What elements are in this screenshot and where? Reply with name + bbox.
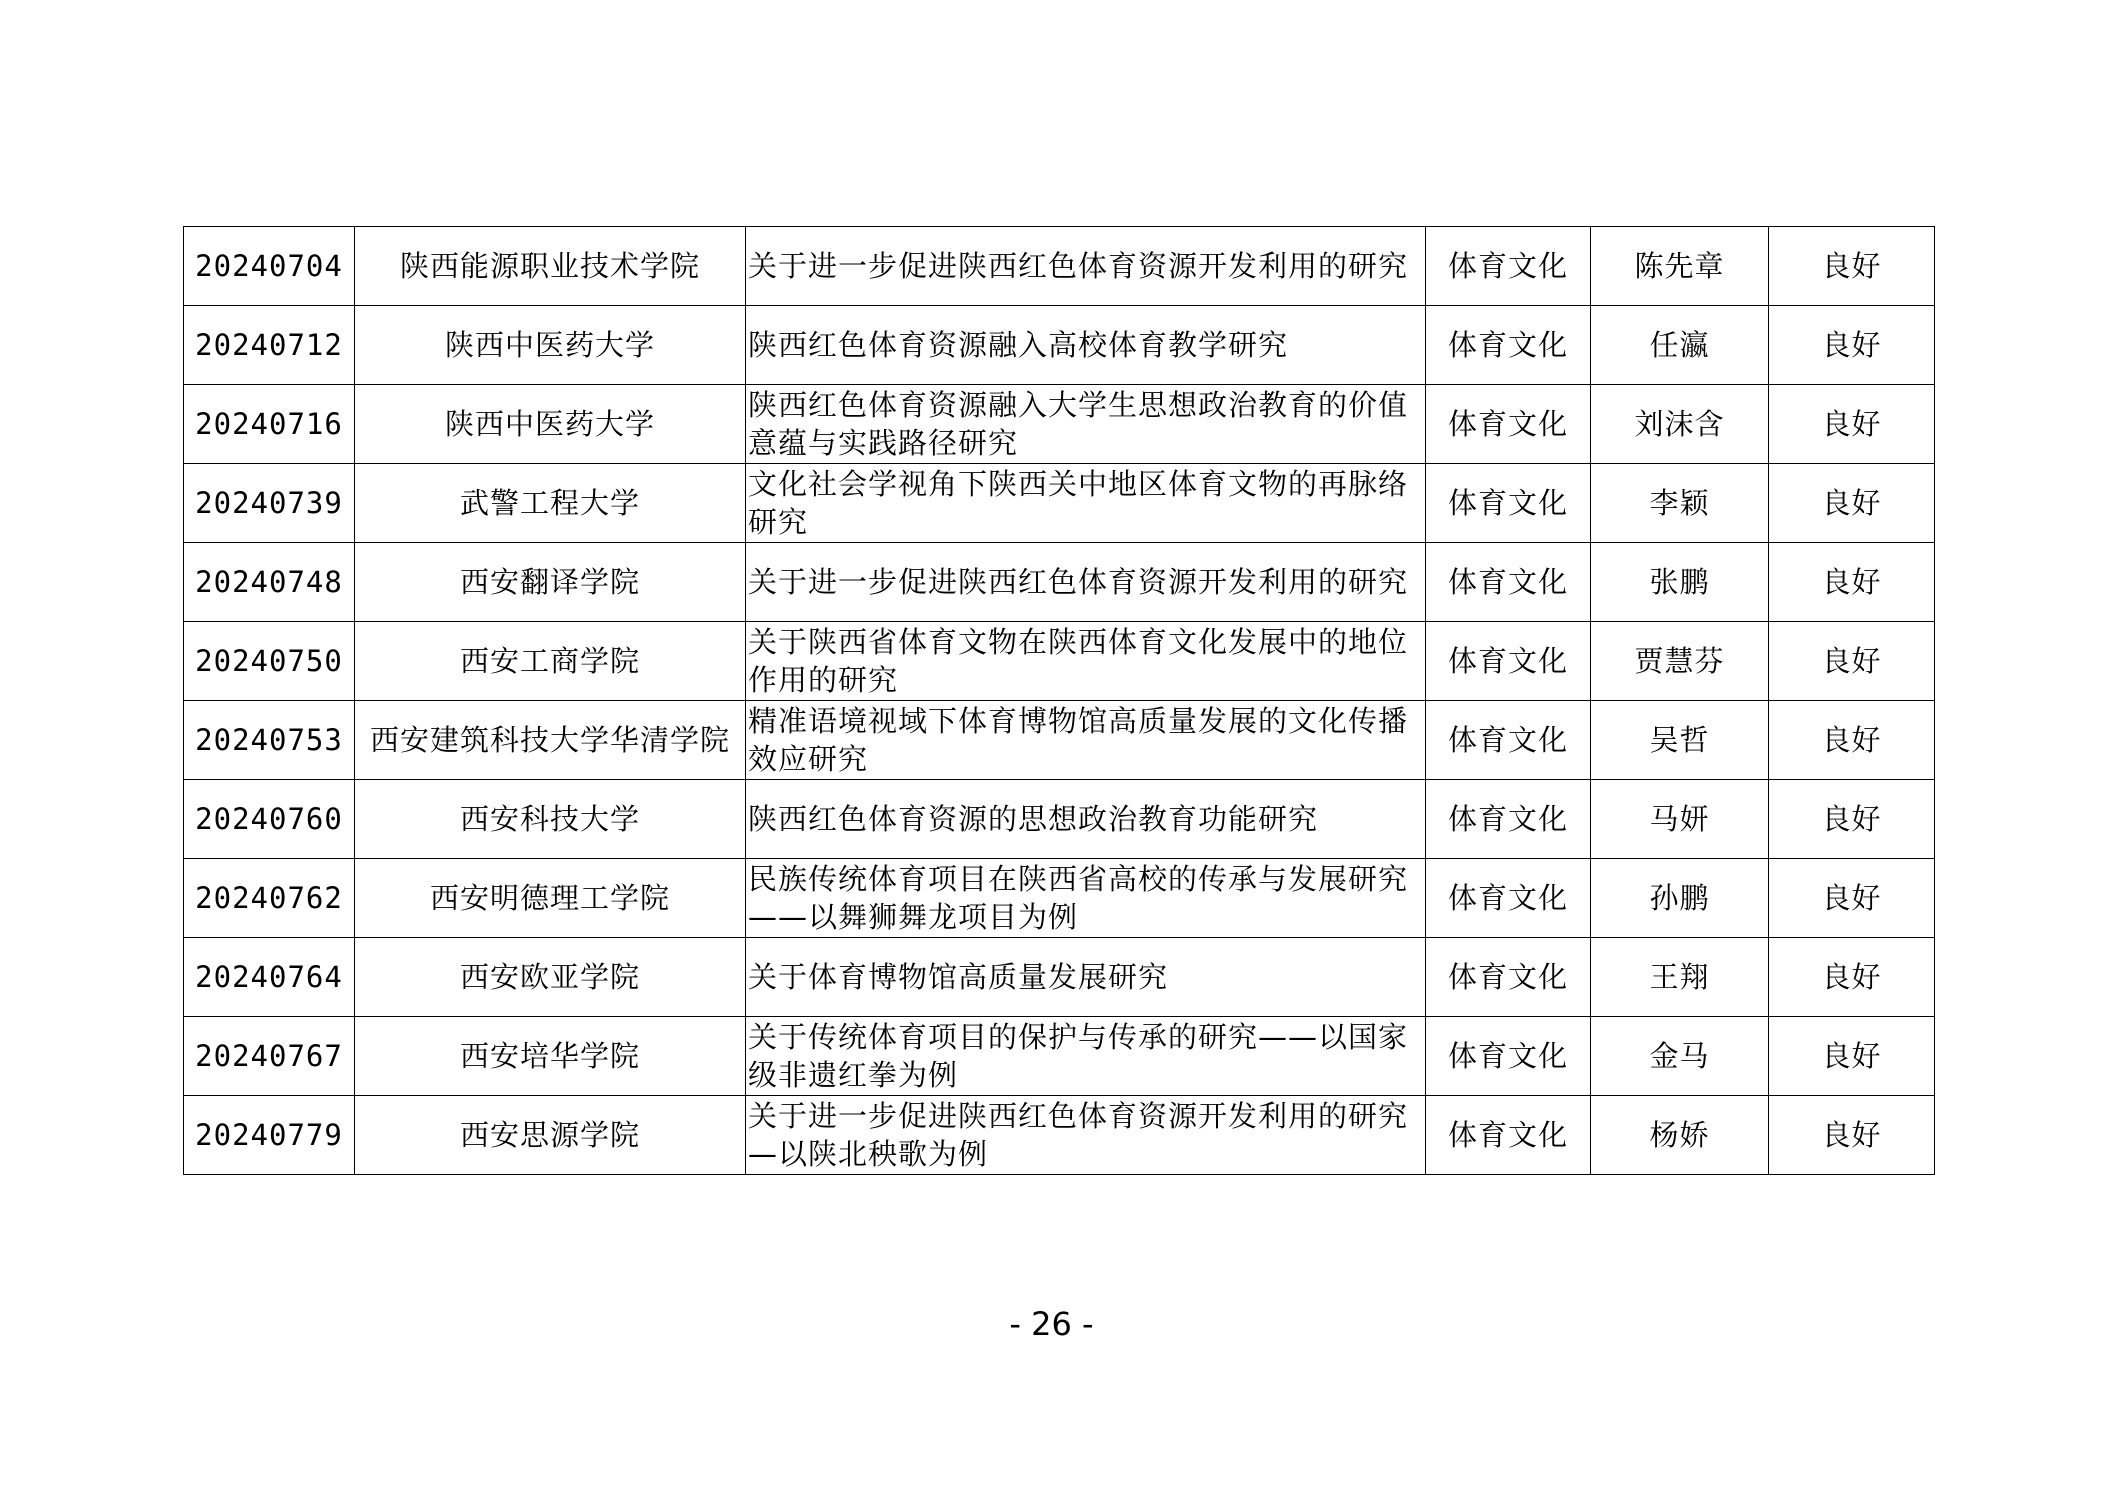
- leader-cell: 孙鹏: [1591, 859, 1769, 938]
- page-number: - 26 -: [1009, 1305, 1094, 1343]
- leader-cell: 任瀛: [1591, 306, 1769, 385]
- school-cell: 陕西能源职业技术学院: [355, 227, 746, 306]
- project-id-cell: 20240760: [184, 780, 355, 859]
- project-title-cell: 关于进一步促进陕西红色体育资源开发利用的研究: [746, 543, 1426, 622]
- project-title-cell: 陕西红色体育资源融入大学生思想政治教育的价值意蕴与实践路径研究: [746, 385, 1426, 464]
- leader-cell: 张鹏: [1591, 543, 1769, 622]
- project-id-cell: 20240716: [184, 385, 355, 464]
- project-title-cell: 精准语境视域下体育博物馆高质量发展的文化传播效应研究: [746, 701, 1426, 780]
- leader-cell: 刘沫含: [1591, 385, 1769, 464]
- school-cell: 陕西中医药大学: [355, 306, 746, 385]
- leader-cell: 吴哲: [1591, 701, 1769, 780]
- table-row: [184, 1096, 1935, 1175]
- category-cell: 体育文化: [1426, 227, 1591, 306]
- grade-cell: 良好: [1769, 938, 1935, 1017]
- school-cell: 西安思源学院: [355, 1096, 746, 1175]
- project-title-cell: 关于体育博物馆高质量发展研究: [746, 938, 1426, 1017]
- grade-cell: 良好: [1769, 464, 1935, 543]
- grade-cell: 良好: [1769, 385, 1935, 464]
- category-cell: 体育文化: [1426, 385, 1591, 464]
- grade-cell: 良好: [1769, 227, 1935, 306]
- table-body: [184, 227, 1935, 1175]
- project-title-cell: 陕西红色体育资源融入高校体育教学研究: [746, 306, 1426, 385]
- grade-cell: 良好: [1769, 701, 1935, 780]
- table-row: [184, 306, 1935, 385]
- project-id-cell: 20240779: [184, 1096, 355, 1175]
- leader-cell: 杨娇: [1591, 1096, 1769, 1175]
- project-title-cell: 关于进一步促进陕西红色体育资源开发利用的研究: [746, 227, 1426, 306]
- category-cell: 体育文化: [1426, 543, 1591, 622]
- project-title-cell: 陕西红色体育资源的思想政治教育功能研究: [746, 780, 1426, 859]
- category-cell: 体育文化: [1426, 1017, 1591, 1096]
- category-cell: 体育文化: [1426, 622, 1591, 701]
- category-cell: 体育文化: [1426, 701, 1591, 780]
- school-cell: 西安明德理工学院: [355, 859, 746, 938]
- project-title-cell: 关于传统体育项目的保护与传承的研究——以国家级非遗红拳为例: [746, 1017, 1426, 1096]
- category-cell: 体育文化: [1426, 306, 1591, 385]
- project-title-cell: 关于陕西省体育文物在陕西体育文化发展中的地位作用的研究: [746, 622, 1426, 701]
- leader-cell: 贾慧芬: [1591, 622, 1769, 701]
- table-row: [184, 780, 1935, 859]
- category-cell: 体育文化: [1426, 1096, 1591, 1175]
- project-id-cell: 20240739: [184, 464, 355, 543]
- school-cell: 武警工程大学: [355, 464, 746, 543]
- category-cell: 体育文化: [1426, 859, 1591, 938]
- project-title-cell: 文化社会学视角下陕西关中地区体育文物的再脉络研究: [746, 464, 1426, 543]
- project-id-cell: 20240764: [184, 938, 355, 1017]
- table-row: [184, 701, 1935, 780]
- project-title-cell: 关于进一步促进陕西红色体育资源开发利用的研究—以陕北秧歌为例: [746, 1096, 1426, 1175]
- table-row: [184, 859, 1935, 938]
- category-cell: 体育文化: [1426, 938, 1591, 1017]
- category-cell: 体育文化: [1426, 464, 1591, 543]
- project-id-cell: 20240753: [184, 701, 355, 780]
- table-row: [184, 622, 1935, 701]
- results-table: [183, 226, 1935, 1175]
- table-row: [184, 227, 1935, 306]
- grade-cell: 良好: [1769, 859, 1935, 938]
- school-cell: 西安培华学院: [355, 1017, 746, 1096]
- school-cell: 西安建筑科技大学华清学院: [355, 701, 746, 780]
- leader-cell: 李颖: [1591, 464, 1769, 543]
- leader-cell: 陈先章: [1591, 227, 1769, 306]
- grade-cell: 良好: [1769, 306, 1935, 385]
- project-id-cell: 20240712: [184, 306, 355, 385]
- grade-cell: 良好: [1769, 622, 1935, 701]
- table-row: [184, 938, 1935, 1017]
- grade-cell: 良好: [1769, 1096, 1935, 1175]
- grade-cell: 良好: [1769, 780, 1935, 859]
- leader-cell: 金马: [1591, 1017, 1769, 1096]
- school-cell: 陕西中医药大学: [355, 385, 746, 464]
- table-row: [184, 543, 1935, 622]
- category-cell: 体育文化: [1426, 780, 1591, 859]
- grade-cell: 良好: [1769, 1017, 1935, 1096]
- grade-cell: 良好: [1769, 543, 1935, 622]
- leader-cell: 马妍: [1591, 780, 1769, 859]
- project-id-cell: 20240762: [184, 859, 355, 938]
- project-id-cell: 20240750: [184, 622, 355, 701]
- leader-cell: 王翔: [1591, 938, 1769, 1017]
- project-id-cell: 20240704: [184, 227, 355, 306]
- table-row: [184, 385, 1935, 464]
- school-cell: 西安翻译学院: [355, 543, 746, 622]
- project-id-cell: 20240767: [184, 1017, 355, 1096]
- table-row: [184, 1017, 1935, 1096]
- table-row: [184, 464, 1935, 543]
- school-cell: 西安工商学院: [355, 622, 746, 701]
- project-id-cell: 20240748: [184, 543, 355, 622]
- project-title-cell: 民族传统体育项目在陕西省高校的传承与发展研究——以舞狮舞龙项目为例: [746, 859, 1426, 938]
- school-cell: 西安科技大学: [355, 780, 746, 859]
- school-cell: 西安欧亚学院: [355, 938, 746, 1017]
